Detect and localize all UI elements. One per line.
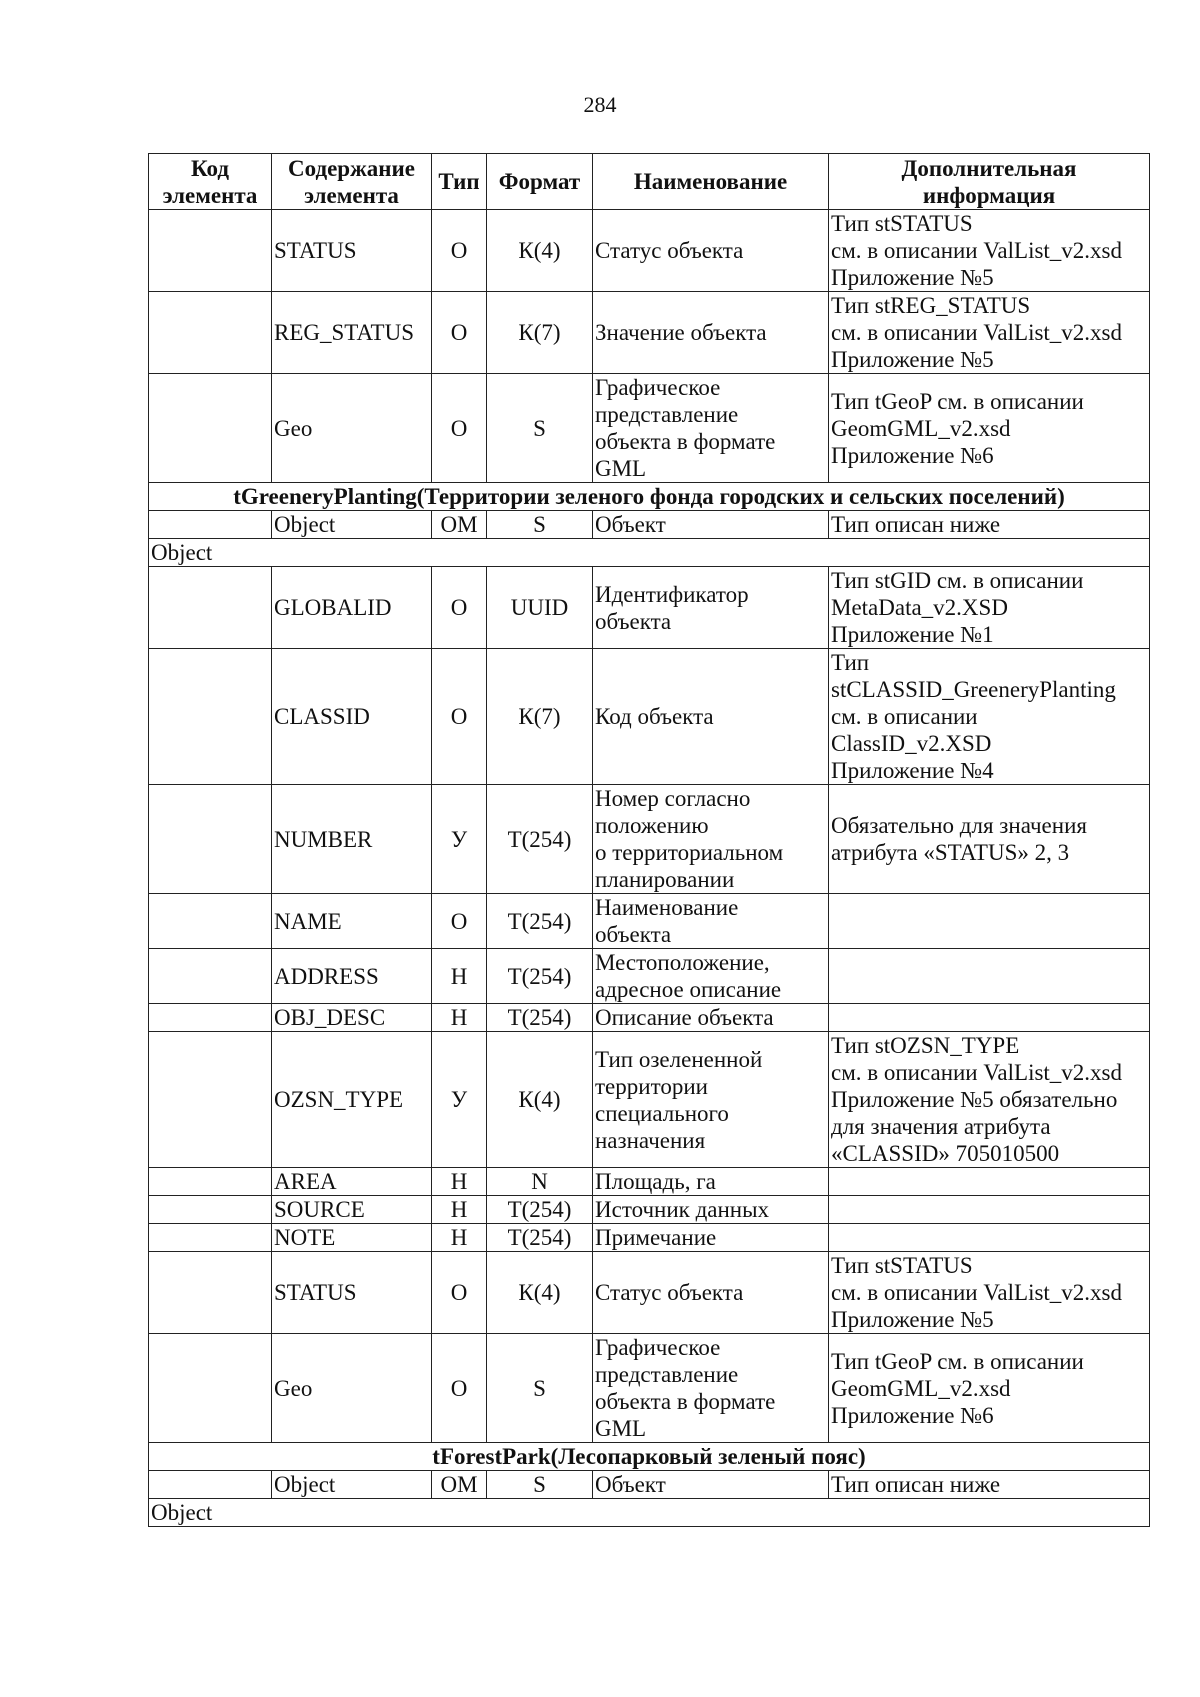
section-title: tGreeneryPlanting(Территории зеленого фонда городских и сельских поселений) bbox=[149, 483, 1150, 511]
cell-content: AREA bbox=[272, 1168, 432, 1196]
cell-info bbox=[829, 1004, 1150, 1032]
table-body bbox=[149, 210, 1150, 1527]
section-title: tForestPark(Лесопарковый зеленый пояс) bbox=[149, 1443, 1150, 1471]
element-spec-table bbox=[148, 153, 1150, 1527]
cell-type: О bbox=[432, 374, 487, 483]
cell-name: Статус объекта bbox=[593, 1252, 829, 1334]
cell-info bbox=[829, 949, 1150, 1004]
cell-info: Тип stCLASSID_GreeneryPlanting см. в описании ClassID_v2.XSD Приложение №4 bbox=[829, 649, 1150, 785]
object-label: Object bbox=[149, 539, 1150, 567]
cell-code bbox=[149, 1224, 272, 1252]
cell-code bbox=[149, 785, 272, 894]
table-header-row bbox=[149, 154, 1150, 210]
cell-name: Объект bbox=[593, 511, 829, 539]
table-row bbox=[149, 1224, 1150, 1252]
cell-content: NAME bbox=[272, 894, 432, 949]
cell-code bbox=[149, 511, 272, 539]
cell-type: Н bbox=[432, 1196, 487, 1224]
cell-type: Н bbox=[432, 1004, 487, 1032]
cell-info: Тип описан ниже bbox=[829, 1471, 1150, 1499]
table-row bbox=[149, 1032, 1150, 1168]
cell-code bbox=[149, 292, 272, 374]
cell-info: Тип stSTATUS см. в описании ValList_v2.xsd Приложение №5 bbox=[829, 210, 1150, 292]
cell-type: У bbox=[432, 1032, 487, 1168]
cell-code bbox=[149, 1196, 272, 1224]
cell-code bbox=[149, 1471, 272, 1499]
cell-info: Тип tGeoP см. в описании GeomGML_v2.xsd Приложение №6 bbox=[829, 1334, 1150, 1443]
cell-type: О bbox=[432, 567, 487, 649]
object-label-row bbox=[149, 1499, 1150, 1527]
table-row bbox=[149, 1334, 1150, 1443]
cell-type: Н bbox=[432, 1168, 487, 1196]
cell-name: Наименование объекта bbox=[593, 894, 829, 949]
cell-name: Тип озелененной территории специального назначения bbox=[593, 1032, 829, 1168]
cell-format: S bbox=[487, 511, 593, 539]
cell-format: К(4) bbox=[487, 210, 593, 292]
cell-name: Объект bbox=[593, 1471, 829, 1499]
cell-info bbox=[829, 894, 1150, 949]
cell-code bbox=[149, 567, 272, 649]
table-row bbox=[149, 1196, 1150, 1224]
cell-info: Тип описан ниже bbox=[829, 511, 1150, 539]
cell-name: Номер согласно положению о территориальном планировании bbox=[593, 785, 829, 894]
cell-code bbox=[149, 1334, 272, 1443]
cell-code bbox=[149, 210, 272, 292]
cell-format: S bbox=[487, 374, 593, 483]
cell-info: Тип stGID см. в описании MetaData_v2.XSD Приложение №1 bbox=[829, 567, 1150, 649]
cell-content: STATUS bbox=[272, 210, 432, 292]
cell-type: О bbox=[432, 894, 487, 949]
cell-format: К(4) bbox=[487, 1032, 593, 1168]
cell-code bbox=[149, 1168, 272, 1196]
header-name: Наименование bbox=[593, 154, 829, 210]
cell-content: Geo bbox=[272, 374, 432, 483]
cell-type: О bbox=[432, 1252, 487, 1334]
header-info: Дополнительная информация bbox=[829, 154, 1150, 210]
section-title-row bbox=[149, 483, 1150, 511]
table-row bbox=[149, 785, 1150, 894]
cell-format: Т(254) bbox=[487, 1224, 593, 1252]
page-number: 284 bbox=[583, 92, 617, 117]
cell-name: Источник данных bbox=[593, 1196, 829, 1224]
header-code: Код элемента bbox=[149, 154, 272, 210]
cell-info bbox=[829, 1168, 1150, 1196]
header-format: Формат bbox=[487, 154, 593, 210]
cell-type: У bbox=[432, 785, 487, 894]
cell-format: S bbox=[487, 1471, 593, 1499]
cell-content: Object bbox=[272, 1471, 432, 1499]
cell-info: Тип stOZSN_TYPE см. в описании ValList_v2.xsd Приложение №5 обязательно для значения атрибута «CLASSID» 705010500 bbox=[829, 1032, 1150, 1168]
cell-name: Идентификатор объекта bbox=[593, 567, 829, 649]
cell-format: N bbox=[487, 1168, 593, 1196]
cell-info bbox=[829, 1196, 1150, 1224]
cell-type: Н bbox=[432, 949, 487, 1004]
table-row bbox=[149, 1168, 1150, 1196]
table-row bbox=[149, 1471, 1150, 1499]
cell-format: Т(254) bbox=[487, 1004, 593, 1032]
cell-content: STATUS bbox=[272, 1252, 432, 1334]
cell-type: Н bbox=[432, 1224, 487, 1252]
cell-content: OBJ_DESC bbox=[272, 1004, 432, 1032]
cell-code bbox=[149, 1252, 272, 1334]
object-label-row bbox=[149, 539, 1150, 567]
cell-content: SOURCE bbox=[272, 1196, 432, 1224]
cell-info: Обязательно для значения атрибута «STATUS» 2, 3 bbox=[829, 785, 1150, 894]
cell-name: Статус объекта bbox=[593, 210, 829, 292]
header-content: Содержание элемента bbox=[272, 154, 432, 210]
table-row bbox=[149, 374, 1150, 483]
cell-name: Описание объекта bbox=[593, 1004, 829, 1032]
cell-format: UUID bbox=[487, 567, 593, 649]
cell-content: NOTE bbox=[272, 1224, 432, 1252]
cell-format: К(7) bbox=[487, 649, 593, 785]
cell-content: OZSN_TYPE bbox=[272, 1032, 432, 1168]
table-row bbox=[149, 511, 1150, 539]
cell-content: CLASSID bbox=[272, 649, 432, 785]
cell-content: Object bbox=[272, 511, 432, 539]
cell-code bbox=[149, 1004, 272, 1032]
cell-content: Geo bbox=[272, 1334, 432, 1443]
cell-format: Т(254) bbox=[487, 1196, 593, 1224]
table-row bbox=[149, 1004, 1150, 1032]
table-row bbox=[149, 567, 1150, 649]
cell-type: ОМ bbox=[432, 511, 487, 539]
cell-info: Тип stREG_STATUS см. в описании ValList_v2.xsd Приложение №5 bbox=[829, 292, 1150, 374]
cell-code bbox=[149, 894, 272, 949]
cell-type: ОМ bbox=[432, 1471, 487, 1499]
table-row bbox=[149, 210, 1150, 292]
cell-format: Т(254) bbox=[487, 785, 593, 894]
cell-code bbox=[149, 649, 272, 785]
table-row bbox=[149, 894, 1150, 949]
cell-info: Тип stSTATUS см. в описании ValList_v2.xsd Приложение №5 bbox=[829, 1252, 1150, 1334]
table-row bbox=[149, 649, 1150, 785]
table-row bbox=[149, 949, 1150, 1004]
cell-code bbox=[149, 1032, 272, 1168]
cell-type: О bbox=[432, 649, 487, 785]
cell-content: REG_STATUS bbox=[272, 292, 432, 374]
cell-info bbox=[829, 1224, 1150, 1252]
cell-code bbox=[149, 949, 272, 1004]
table-row bbox=[149, 292, 1150, 374]
cell-name: Значение объекта bbox=[593, 292, 829, 374]
cell-format: К(7) bbox=[487, 292, 593, 374]
table-row bbox=[149, 1252, 1150, 1334]
cell-content: GLOBALID bbox=[272, 567, 432, 649]
cell-name: Местоположение, адресное описание bbox=[593, 949, 829, 1004]
cell-name: Примечание bbox=[593, 1224, 829, 1252]
cell-name: Графическое представление объекта в формате GML bbox=[593, 1334, 829, 1443]
cell-format: К(4) bbox=[487, 1252, 593, 1334]
cell-code bbox=[149, 374, 272, 483]
object-label: Object bbox=[149, 1499, 1150, 1527]
header-type: Тип bbox=[432, 154, 487, 210]
cell-type: О bbox=[432, 292, 487, 374]
cell-content: NUMBER bbox=[272, 785, 432, 894]
cell-name: Код объекта bbox=[593, 649, 829, 785]
cell-name: Графическое представление объекта в формате GML bbox=[593, 374, 829, 483]
cell-type: О bbox=[432, 210, 487, 292]
cell-content: ADDRESS bbox=[272, 949, 432, 1004]
cell-type: О bbox=[432, 1334, 487, 1443]
cell-format: Т(254) bbox=[487, 949, 593, 1004]
cell-format: S bbox=[487, 1334, 593, 1443]
cell-info: Тип tGeoP см. в описании GeomGML_v2.xsd Приложение №6 bbox=[829, 374, 1150, 483]
cell-name: Площадь, га bbox=[593, 1168, 829, 1196]
section-title-row bbox=[149, 1443, 1150, 1471]
cell-format: Т(254) bbox=[487, 894, 593, 949]
